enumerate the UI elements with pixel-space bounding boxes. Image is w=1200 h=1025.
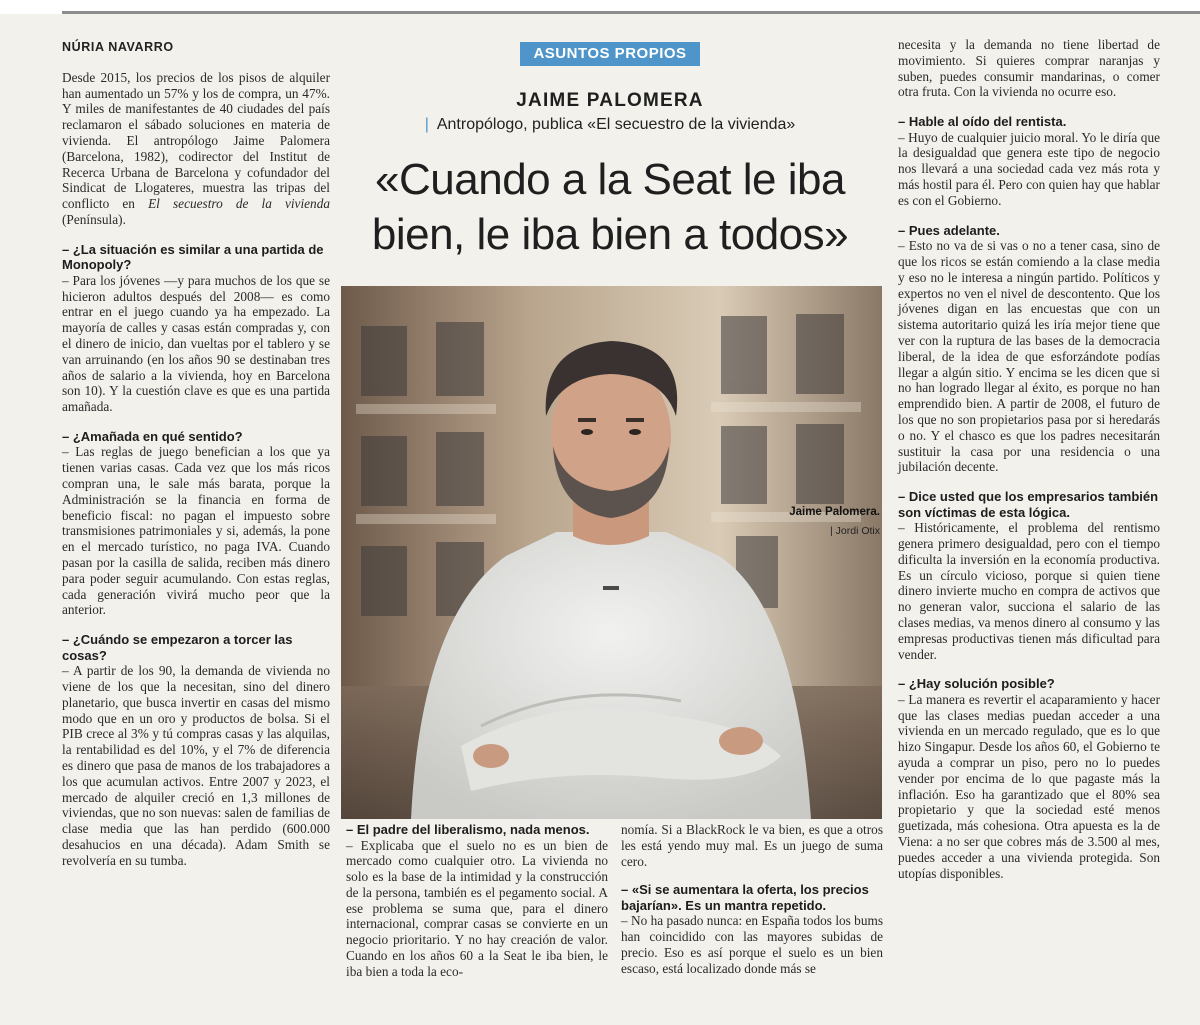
question-torcer: – ¿Cuándo se empezaron a torcer las cosas? (62, 632, 293, 663)
question-adelante: – Pues adelante. (898, 222, 1000, 238)
top-rule (62, 11, 1200, 14)
interviewee-name: JAIME PALOMERA (516, 90, 704, 111)
book-title: El secuestro de la vivienda (148, 196, 331, 212)
question-oferta: – «Si se aumentara la oferta, los precios bajarían». Es un mantra repetido. (621, 882, 869, 913)
question-rentista: – Hable al oído del rentista. (898, 114, 1067, 130)
answer-torcer: – A partir de los 90, la demanda de vivienda no viene de los que la necesitan, sino del dinero planetario, que busca invertir en casas del mismo modo que en un oro y productos de bolsa. Si el PIB crece al 3% y tú compras casas y las alquilas, la rentabilidad es del 10%, y el 7% de diferencia es dinero que pasa de manos de los trabajadores a los que acumulan activos. Entre 2007 y 2023, el mercado de alquiler creció en 1,3 millones de viviendas, que no son nuevas: salen de familias de clase media que las han perdido (600.000 desahucios en una década). Adam Smith se revolvería en su tumba. (62, 663, 330, 868)
question-empresarios: – Dice usted que los empresarios también son víctimas de esta lógica. (898, 489, 1159, 520)
right-column (898, 37, 1160, 881)
portrait-photo (341, 286, 882, 819)
question-monopoly: – ¿La situación es similar a una partida de Monopoly? (62, 241, 324, 273)
intro-paragraph (62, 70, 330, 228)
intro-text: Desde 2015, los precios de los pisos de alquiler han aumentado un 57% y los de compra, un 47%. Y miles de manifestantes de 40 ciudades del país reclamaron el sábado soluciones en materia de vivienda. El antropólogo Jaime Palomera (Barcelona, 1982), codirector del Institut de Recerca Urbana de Barcelona y cofundador del Sindicat de Llogateres, muestra las tripas del conflicto en (62, 69, 330, 212)
answer-solucion: – La manera es revertir el acaparamiento y hacer que las clases medias puedan acceder a una vivienda en un mercado regulado, que es lo que hizo Singapur. Desde los años 60, el Gobierno te ayuda a comprar un piso, pero no lo puedes vender por encima de lo que pagaste más la inflación. Eso ha garantizado que el 80% sea propietario y que la sociedad esté menos guetizada, más cohesiona. Otra apuesta es la de Viena: a no ser que cobres más de 3.500 al mes, puedes acceder a una vivienda protegida. Son utopías disponibles. (898, 691, 1160, 881)
bottom-column-2 (621, 822, 883, 977)
portrait-illustration (341, 286, 882, 819)
answer-adelante: – Esto no va de si vas o no a tener casa, sino de que los ricos se están comiendo a la clase media y eso no le interesa a ningún partido. Políticos y expertos no ven el nivel de descontento. Que los jóvenes digan en las encuestas que con un sistema autoritario quizá les iría mejor tiene que ver con la ruptura de las bases de la democracia liberal, de la idea de que esforzándote podías llegar a algún sitio. Y encima se les dicen que si no han logrado llegar al éxito, es porque no han emprendido bien. A partir de 2008, el futuro de los que no son propietarios pasa por si heredarás o no. Y el chasco es que los padres necesitarán sustituir la casa por una residencia o una jubilación decente. (898, 238, 1160, 475)
headline-line-2: bien, le iba bien a todos» (371, 210, 849, 259)
headline-line-1: «Cuando a la Seat le iba (375, 155, 845, 204)
bottom-column-1 (346, 822, 608, 980)
headline (340, 152, 880, 262)
answer-rentista: – Huyo de cualquier juicio moral. Yo le diría que la desigualdad que genera este tipo de negocio nos llevará a una sociedad cada vez más rota y más hostil para él. Pero con quien hay que hablar es con el Gobierno. (898, 129, 1160, 208)
intro-end: (Península). (62, 211, 126, 227)
photo-caption: Jaime Palomera. (789, 506, 880, 518)
answer-empresarios: – Históricamente, el problema del rentismo genera primero desigualdad, pero con el tiempo dificulta la inversión en la economía productiva. Es un círculo vicioso, porque si quien tiene dinero invierte mucho en compra de activos que no generan valor, succiona el salario de las clases medias, va menos dinero al consumo y las empresas productivas tienen más dificultad para vender. (898, 520, 1160, 662)
answer-liberalismo: – Explicaba que el suelo no es un bien de mercado como cualquier otro. La vivienda no solo es la base de la intimidad y la construcción de la persona, también es el pegamento social. A ese problema se suma que, para el dinero internacional, comprar casas se convierte en un negocio prioritario. Y no hay creación de valor. Cuando en los años 60 a la Seat le iba bien, le iba bien a toda la eco- (346, 837, 608, 979)
subtitle-bar: | (424, 116, 429, 133)
top-band (0, 0, 1200, 14)
continued-economia: nomía. Si a BlackRock le va bien, es que a otros les está yendo muy mal. Es un juego de suma cero. (621, 822, 883, 869)
subtitle (346, 116, 874, 134)
answer-oferta: – No ha pasado nunca: en España todos los bums han coincidido con las mayores subidas de precio. Eso es así porque el suelo es un bien escaso, está localizado donde más se (621, 913, 883, 976)
question-amanada: – ¿Amañada en qué sentido? (62, 428, 243, 444)
left-column (62, 40, 330, 869)
photo-credit: | Jordi Otix (830, 525, 880, 537)
section-tag: ASUNTOS PROPIOS (520, 42, 700, 66)
continued-movimiento: necesita y la demanda no tiene libertad de movimiento. Si quieres comprar naranjas y suben, puedes consumir mandarinas, o comer otra fruta. Con la vivienda no ocurre eso. (898, 37, 1160, 100)
question-liberalismo: – El padre del liberalismo, nada menos. (346, 822, 590, 837)
answer-amanada: – Las reglas de juego benefician a los que ya tienen varias casas. Cada vez que los más ricos compran una, le sale más barata, porque la Administración se la financia en forma de beneficio fiscal: no pagan el impuesto sobre transmisiones patrimoniales y si, además, la pone en el mercado turístico, no paga IVA. Cuando pasan por la casilla de salida, reciben más dinero para poder seguir acumulando. Con estas reglas, cada generación vivirá mucho peor que la anterior. (62, 444, 330, 618)
author-byline: NÚRIA NAVARRO (62, 40, 174, 54)
subtitle-text: Antropólogo, publica «El secuestro de la vivienda» (436, 116, 796, 133)
answer-monopoly: – Para los jóvenes —y para muchos de los que se hicieron adultos después del 2008— es como entrar en el juego cuando ya ha empezado. La mayoría de calles y casas están compradas y, con el dinero de inicio, dan vueltas por el tablero y se van arruinando (en los años 90 se destinaban tres años de salario a la vivienda, hoy en Barcelona son 10). Y la cuestión clave es que es una partida amañada. (62, 272, 330, 415)
question-solucion: – ¿Hay solución posible? (898, 676, 1055, 692)
